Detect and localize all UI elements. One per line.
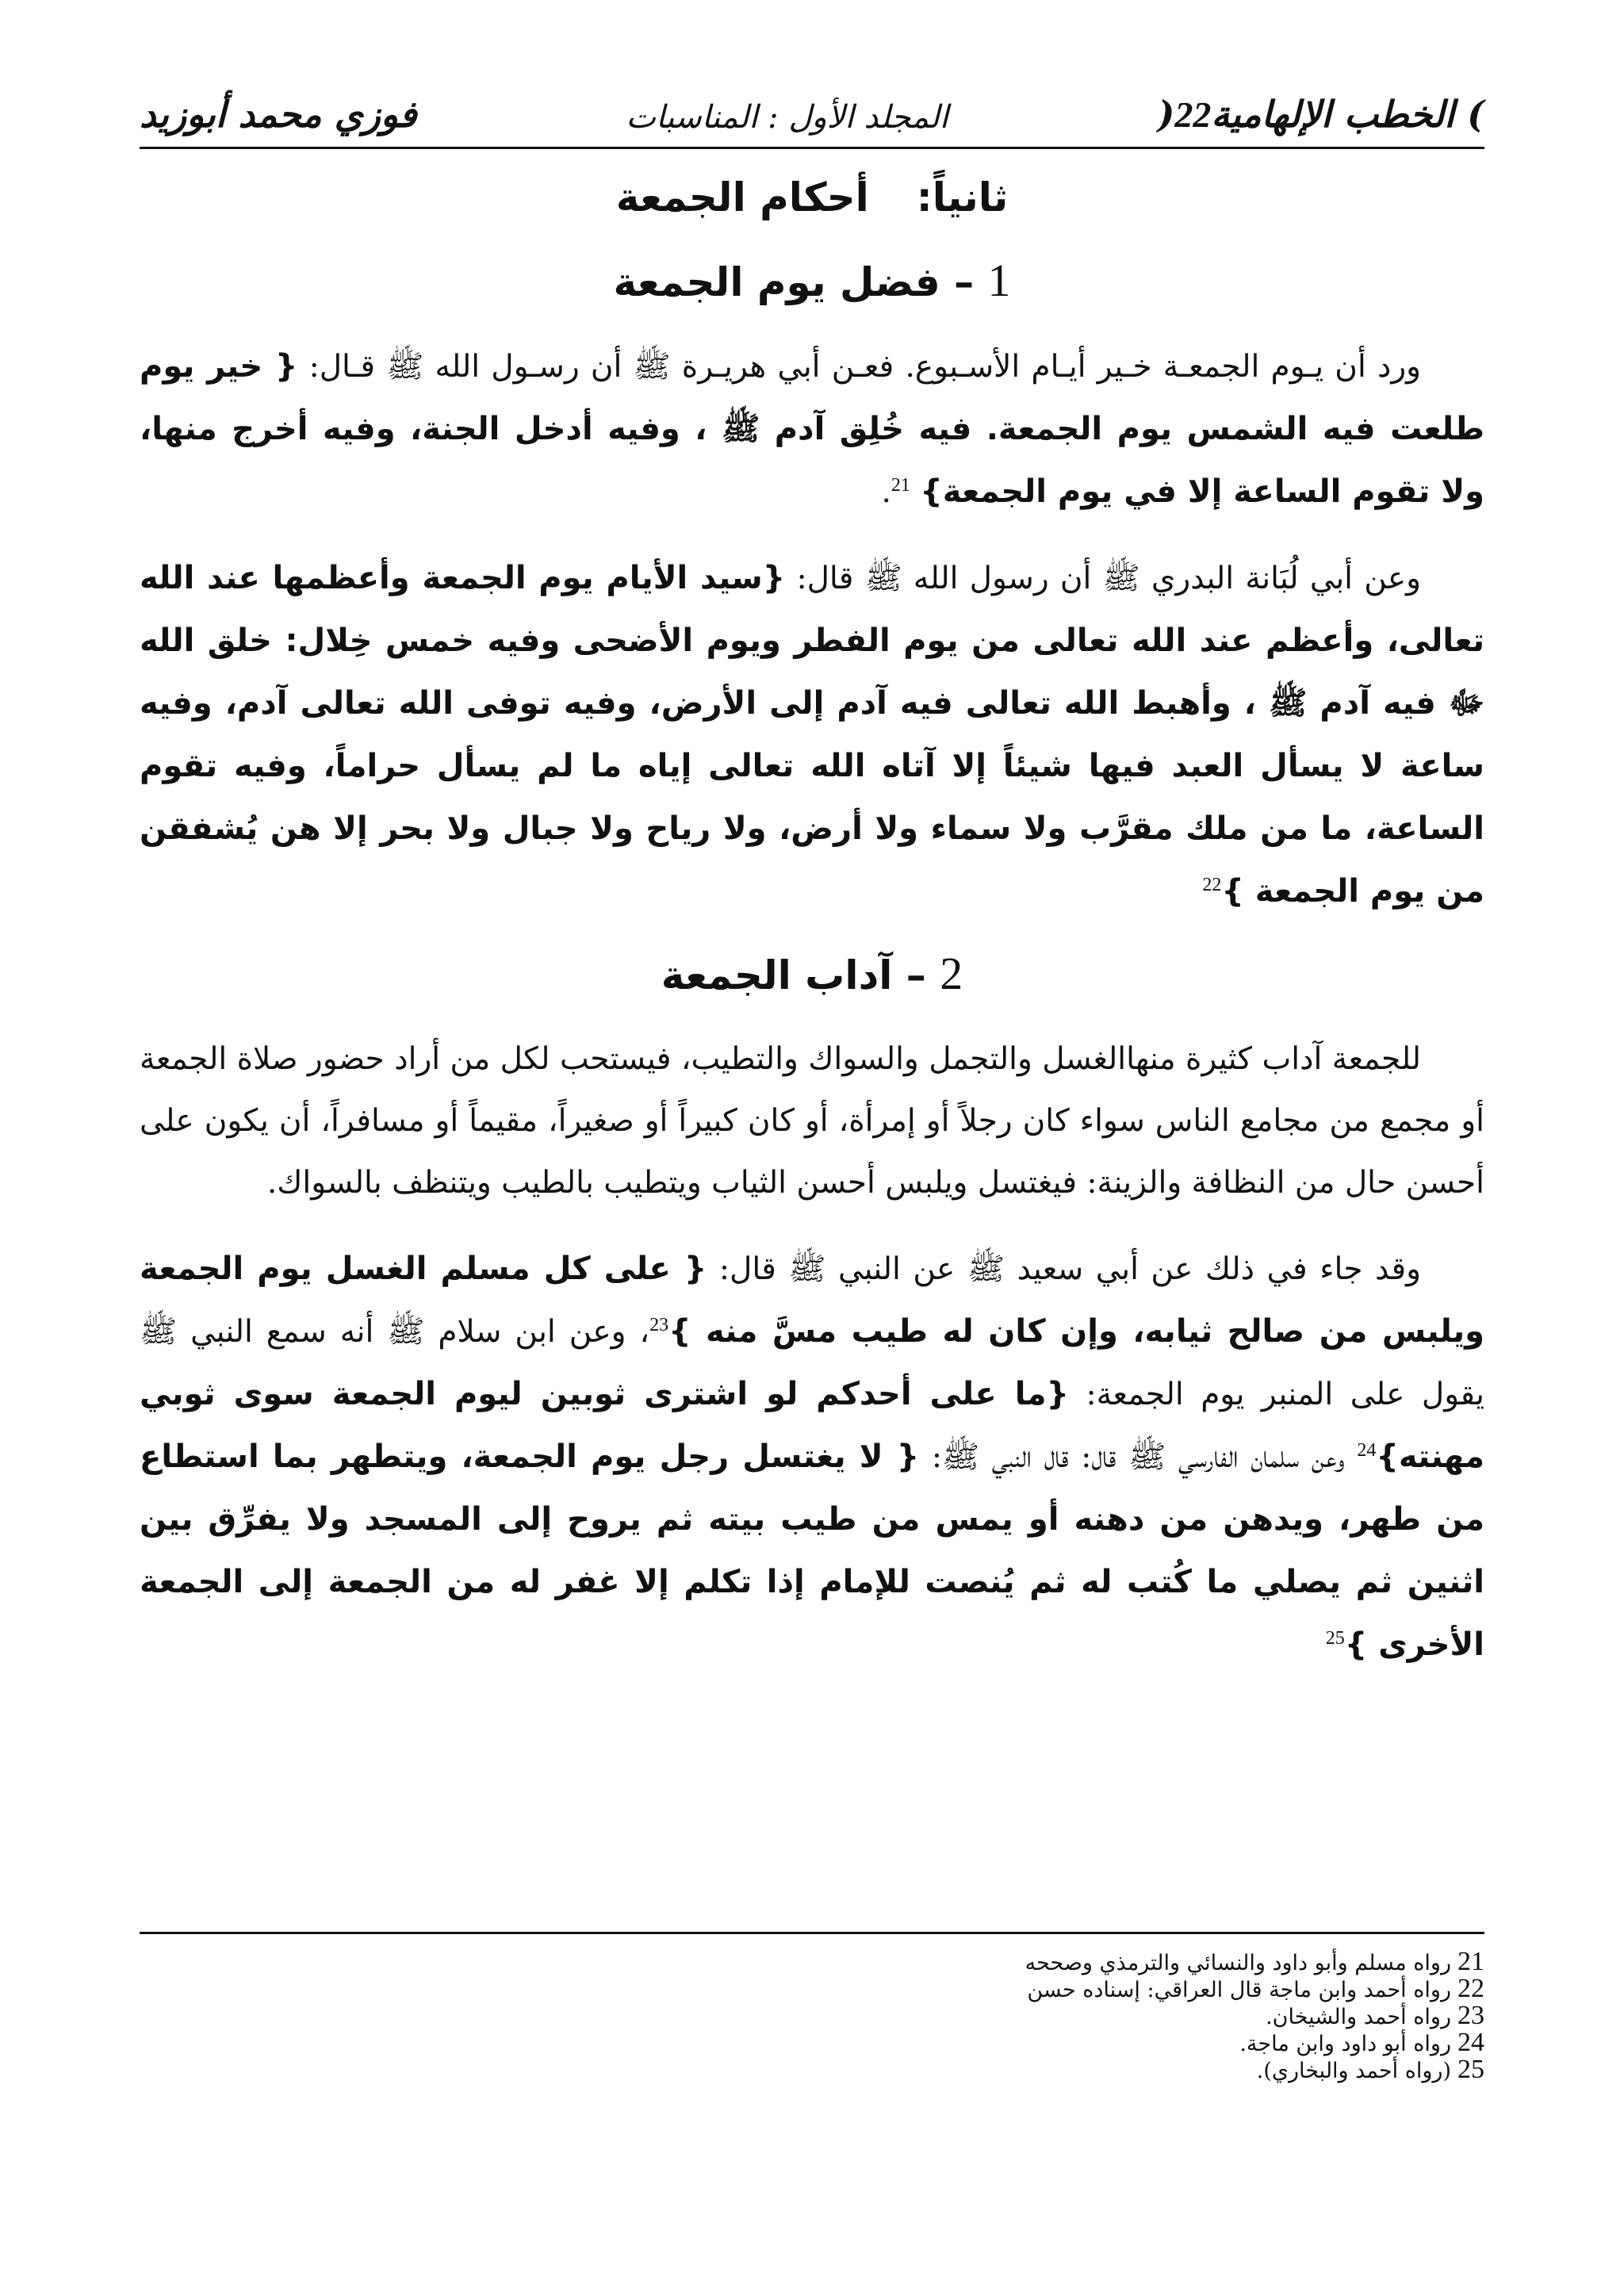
footnote-ref-21: 21 <box>891 475 910 496</box>
paragraph-4 <box>140 1238 1484 1676</box>
footnote-text: رواه مسلم وأبو داود والنسائي والترمذي وصححه <box>1025 1951 1451 1975</box>
footnote-text: (رواه أحمد والبخاري). <box>1256 2059 1451 2083</box>
paragraph-2-intro: وعن أبي لُبَانة البدري ﷺ أن رسول الله ﷺ قال: <box>796 561 1421 596</box>
footnote-item <box>140 2030 1484 2057</box>
subheading-1-text: فضل يوم الجمعة <box>613 259 940 305</box>
footnote-item <box>140 1976 1484 2003</box>
book-title: الخطب الإلهامية <box>1211 93 1455 136</box>
footnote-number: 21 <box>1457 1947 1484 1976</box>
footnote-text: رواه أحمد والشيخان. <box>1266 2005 1451 2029</box>
subheading-2 <box>140 947 1484 1000</box>
paragraph-1 <box>140 335 1484 523</box>
footnote-item <box>140 2003 1484 2030</box>
footnote-number: 25 <box>1457 2055 1484 2084</box>
page-content <box>140 174 1484 1700</box>
paragraph-3: للجمعة آداب كثيرة منهاالغسل والتجمل والسواك والتطيب، فيستحب لكل من أراد حضور صلاة الجمعة أو مجمع من مجامع الناس سواء كان رجلاً أو إمرأة، أو كان كبيراً أو صغيراً، مقيماً أو مسافراً، أن يكون على أحسن حال من النظافة والزينة: فيغتسل ويلبس أحسن الثياب ويتطيب بالطيب ويتنظف بالسواك. <box>140 1041 1485 1201</box>
footnote-ref-22: 22 <box>1202 875 1222 895</box>
paragraph-1-end: . <box>881 474 891 510</box>
header-author: فوزي محمد أبوزيد <box>140 93 417 136</box>
footnote-text: رواه أبو داود وابن ماجة. <box>1239 2032 1451 2056</box>
header-volume: المجلد الأول : المناسبات <box>626 99 948 136</box>
footnote-item <box>140 1949 1484 1976</box>
page-header <box>140 75 1484 149</box>
footnote-item <box>140 2057 1484 2084</box>
paragraph-4-mid-1: ، وعن ابن سلام ﷺ أنه سمع النبي ﷺ يقول على المنبر يوم الجمعة: <box>140 1314 1484 1412</box>
footnote-number: 22 <box>1457 1974 1484 2003</box>
hadith-quote-2: {سيد الأيام يوم الجمعة وأعظمها عند الله تعالى، وأعظم عند الله تعالى من يوم الفطر ويوم الأضحى وفيه خمس خِلال: خلق الله ﷻ فيه آدم ﷺ ، وأهبط الله تعالى فيه آدم إلى الأرض، وفيه توفى الله تعالى آدم، وفيه ساعة لا يسأل العبد فيها شيئاً إلا آتاه الله تعالى إياه ما لم يسأل حراماً، وفيه تقوم الساعة، ما من ملك مقرَّب ولا سماء ولا أرض، ولا رياح ولا جبال ولا بحر إلا هن يُشفقن من يوم الجمعة } <box>140 560 1484 910</box>
footnote-ref-23: 23 <box>649 1315 669 1335</box>
section-title-text: أحكام الجمعة <box>615 174 869 220</box>
footnote-ref-25: 25 <box>1325 1628 1345 1649</box>
footnote-number: 23 <box>1457 2001 1484 2030</box>
paragraph-1-intro: ورد أن يـوم الجمعـة خـير أيـام الأسـبوع. فعـن أبي هريـرة ﷺ أن رسـول الله ﷺ قـال: <box>308 349 1422 385</box>
subheading-2-number: 2 <box>940 948 963 999</box>
section-title <box>140 174 1484 220</box>
footnote-divider <box>140 1932 1484 1934</box>
footnote-number: 24 <box>1457 2028 1484 2057</box>
hadith-quote-3: { على كل مسلم الغسل يوم الجمعة ويلبس من صالح ثيابه، وإن كان له طيب مسَّ منه } <box>140 1251 1484 1350</box>
subheading-2-separator: – <box>906 952 926 998</box>
footnotes <box>140 1949 1484 2084</box>
paragraph-4-mid-2: وعن سلمان الفارسي ﷺ قال: قال النبي ﷺ: <box>931 1439 1345 1475</box>
subheading-2-text: آداب الجمعة <box>661 952 893 998</box>
subheading-1-number: 1 <box>987 255 1011 306</box>
header-book-title: ) الخطب الإلهامية22( <box>1157 93 1484 136</box>
footnote-text: رواه أحمد وابن ماجة قال العراقي: إسناده حسن <box>1027 1978 1451 2002</box>
paragraph-4-intro: وقد جاء في ذلك عن أبي سعيد ﷺ عن النبي ﷺ قال: <box>718 1251 1422 1287</box>
paragraph-2 <box>140 547 1484 923</box>
hadith-quote-1: { خير يوم طلعت فيه الشمس يوم الجمعة. فيه خُلِق آدم ﷺ ، وفيه أدخل الجنة، وفيه أخرج منها، ولا تقوم الساعة إلا في يوم الجمعة} <box>140 348 1484 510</box>
subheading-1 <box>140 254 1484 307</box>
header-page-number: 22 <box>1174 94 1212 135</box>
subheading-1-separator: – <box>954 259 975 305</box>
hadith-quote-5: { لا يغتسل رجل يوم الجمعة، ويتطهر بما استطاع من طهر، ويدهن من دهنه أو يمس من طيب بيته ثم يروح إلى المسجد ولا يفرِّق بين اثنين ثم يصلي ما كُتب له ثم يُنصت للإمام إذا تكلم إلا غفر له من الجمعة إلى الجمعة الأخرى } <box>140 1439 1484 1663</box>
footnote-ref-24: 24 <box>1357 1440 1377 1461</box>
section-title-prefix: ثانياً: <box>916 174 1009 220</box>
hadith-quote-4: {ما على أحدكم لو اشترى ثوبين ليوم الجمعة سوى ثوبي مهنته} <box>140 1376 1484 1475</box>
